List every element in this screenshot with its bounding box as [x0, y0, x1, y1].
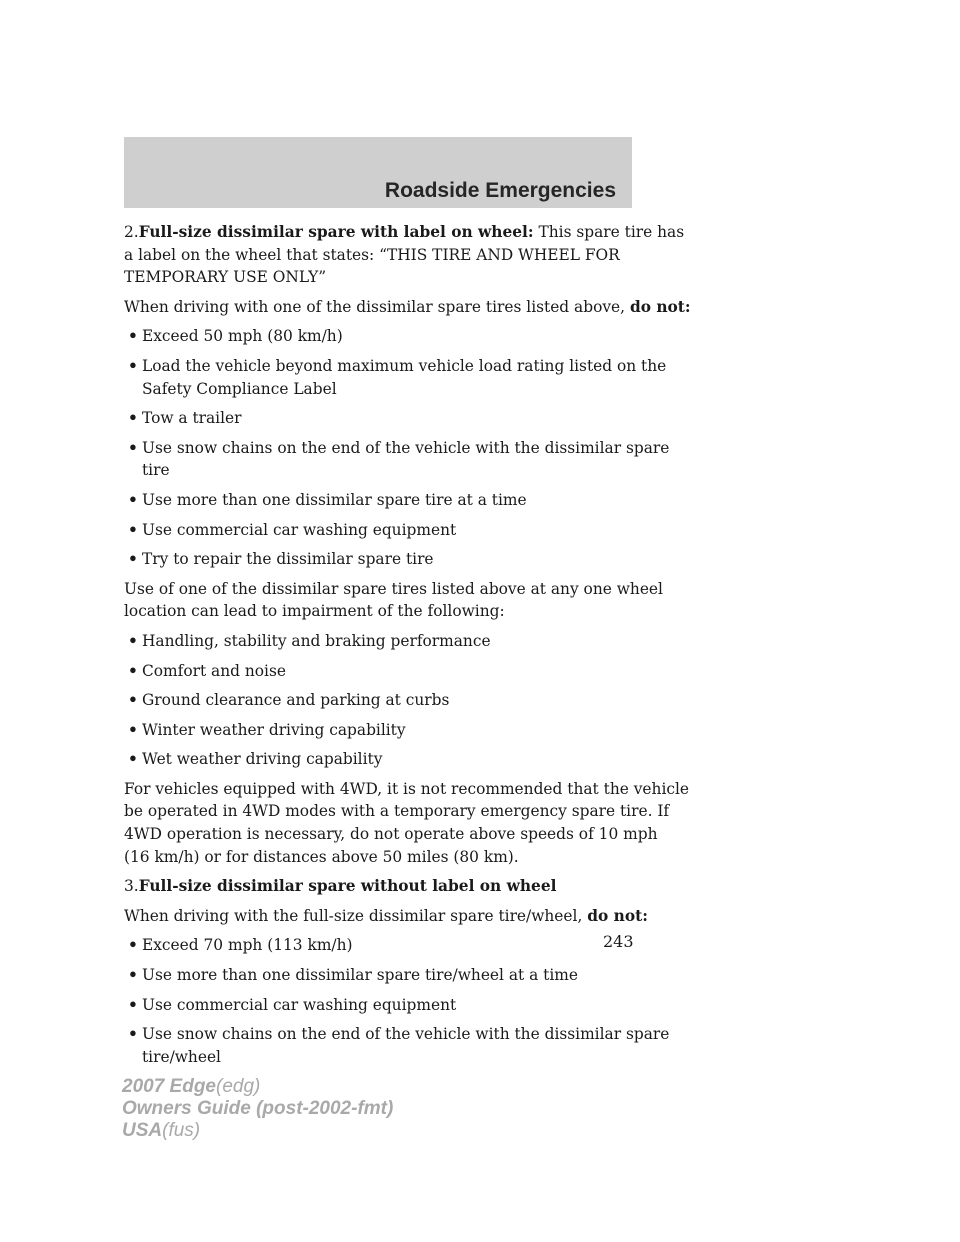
bullet-text-line: Ground clearance and parking at curbs	[142, 691, 450, 710]
bullet-icon: •	[128, 661, 138, 680]
bullet-item	[124, 355, 667, 400]
footer-guide: Owners Guide (post-2002-fmt)	[122, 1098, 394, 1119]
item-2-text-3: TEMPORARY USE ONLY”	[124, 268, 327, 287]
bullet-list-3	[124, 934, 670, 1068]
bullet-item	[124, 489, 636, 512]
footer-line-2	[122, 1098, 393, 1120]
bullet-icon: •	[128, 520, 138, 539]
bullet-icon: •	[128, 327, 138, 346]
bullet-icon: •	[128, 720, 138, 739]
bullet-text-line: Use commercial car washing equipment	[142, 995, 457, 1014]
bullet-text-line: Use snow chains on the end of the vehicle with the dissimilar spare	[142, 438, 670, 457]
item-2-line-1	[124, 221, 685, 244]
bullet-list-1	[124, 325, 670, 570]
bullet-icon: •	[128, 409, 138, 428]
bullet-text-line: Safety Compliance Label	[142, 379, 337, 398]
bullet-icon: •	[128, 1025, 138, 1044]
bullet-text-line: Comfort and noise	[142, 661, 286, 680]
bullet-icon: •	[128, 438, 138, 457]
bullet-item	[124, 748, 636, 771]
intro-2-line-1: Use of one of the dissimilar spare tires listed above at any one wheel	[124, 579, 663, 598]
bullet-item	[124, 689, 636, 712]
item-3-line	[124, 875, 636, 898]
item-2-paragraph	[124, 221, 685, 289]
bullet-item	[124, 994, 636, 1017]
bullet-icon: •	[128, 966, 138, 985]
bullet-icon: •	[128, 936, 138, 955]
item-3-paragraph	[124, 875, 636, 898]
item-3-heading: Full-size dissimilar spare without label on wheel	[138, 877, 557, 896]
footer-market: USA	[122, 1120, 163, 1141]
bullet-text-line: Use commercial car washing equipment	[142, 520, 457, 539]
bullet-icon: •	[128, 490, 138, 509]
item-2-text-1: This spare tire has	[538, 223, 685, 241]
bullet-item	[124, 437, 670, 482]
intro-1-line	[124, 296, 691, 319]
intro-2-line-2: location can lead to impairment of the following:	[124, 602, 505, 621]
bullet-text-line: Handling, stability and braking performance	[142, 631, 491, 650]
bullet-icon: •	[128, 631, 138, 650]
bullet-text-line: Tow a trailer	[142, 409, 242, 428]
bullet-text-line: Winter weather driving capability	[142, 720, 406, 739]
fourwd-line-3: 4WD operation is necessary, do not operate above speeds of 10 mph	[124, 825, 658, 844]
bullet-text-line: Exceed 70 mph (113 km/h)	[142, 936, 353, 955]
item-2-heading: Full-size dissimilar spare with label on wheel:	[138, 223, 534, 241]
bullet-item	[124, 407, 636, 430]
section-title: Roadside Emergencies	[384, 179, 616, 202]
bullet-text-line: Use more than one dissimilar spare tire/wheel at a time	[142, 966, 578, 985]
fourwd-paragraph	[124, 778, 690, 868]
intro-1-paragraph	[124, 296, 691, 319]
intro-3-paragraph	[124, 905, 648, 928]
bullet-icon: •	[128, 750, 138, 769]
bullet-item	[124, 964, 636, 987]
footer-line-3	[122, 1120, 393, 1142]
bullet-icon: •	[128, 550, 138, 569]
intro-1-emphasis: do not:	[629, 297, 691, 316]
page-number: 243	[603, 932, 634, 951]
bullet-item	[124, 548, 636, 571]
bullet-icon: •	[128, 691, 138, 710]
bullet-item	[124, 719, 636, 742]
fourwd-line-2: be operated in 4WD modes with a temporary emergency spare tire. If	[124, 802, 670, 821]
bullet-text-line: Use snow chains on the end of the vehicle with the dissimilar spare	[142, 1025, 670, 1044]
bullet-list-2	[124, 630, 636, 771]
bullet-text-line: Exceed 50 mph (80 km/h)	[142, 327, 343, 346]
bullet-text-line: Try to repair the dissimilar spare tire	[142, 550, 434, 569]
bullet-text-line: Use more than one dissimilar spare tire at a time	[142, 490, 527, 509]
bullet-text-line: Wet weather driving capability	[142, 750, 383, 769]
fourwd-line-1: For vehicles equipped with 4WD, it is not recommended that the vehicle	[124, 779, 690, 798]
footer-line-1	[122, 1076, 393, 1098]
intro-3-text: When driving with the full-size dissimilar spare tire/wheel,	[124, 906, 583, 925]
item-3-number: 3.	[124, 877, 139, 896]
intro-3-line	[124, 905, 648, 928]
document-footer	[122, 1076, 393, 1142]
bullet-item	[124, 934, 636, 957]
footer-model-code: (edg)	[216, 1076, 261, 1097]
section-header-band	[124, 137, 632, 208]
item-2-text-2: a label on the wheel that states: “THIS TIRE AND WHEEL FOR	[124, 245, 620, 264]
bullet-icon: •	[128, 995, 138, 1014]
item-2-number: 2.	[124, 223, 139, 241]
footer-market-code: (fus)	[162, 1120, 201, 1141]
bullet-item	[124, 1023, 670, 1068]
intro-1-text: When driving with one of the dissimilar spare tires listed above,	[124, 297, 626, 316]
bullet-text-line: Load the vehicle beyond maximum vehicle load rating listed on the	[142, 356, 667, 375]
bullet-item	[124, 630, 636, 653]
intro-3-emphasis: do not:	[587, 906, 648, 925]
bullet-item	[124, 660, 636, 683]
fourwd-line-4: (16 km/h) or for distances above 50 miles (80 km).	[124, 847, 519, 866]
footer-model: 2007 Edge	[122, 1076, 216, 1097]
bullet-item	[124, 325, 636, 348]
page-content	[124, 221, 691, 1068]
bullet-text-line: tire/wheel	[142, 1047, 221, 1066]
bullet-icon: •	[128, 356, 138, 375]
bullet-text-line: tire	[142, 461, 170, 480]
intro-2-paragraph	[124, 578, 663, 623]
bullet-item	[124, 519, 636, 542]
